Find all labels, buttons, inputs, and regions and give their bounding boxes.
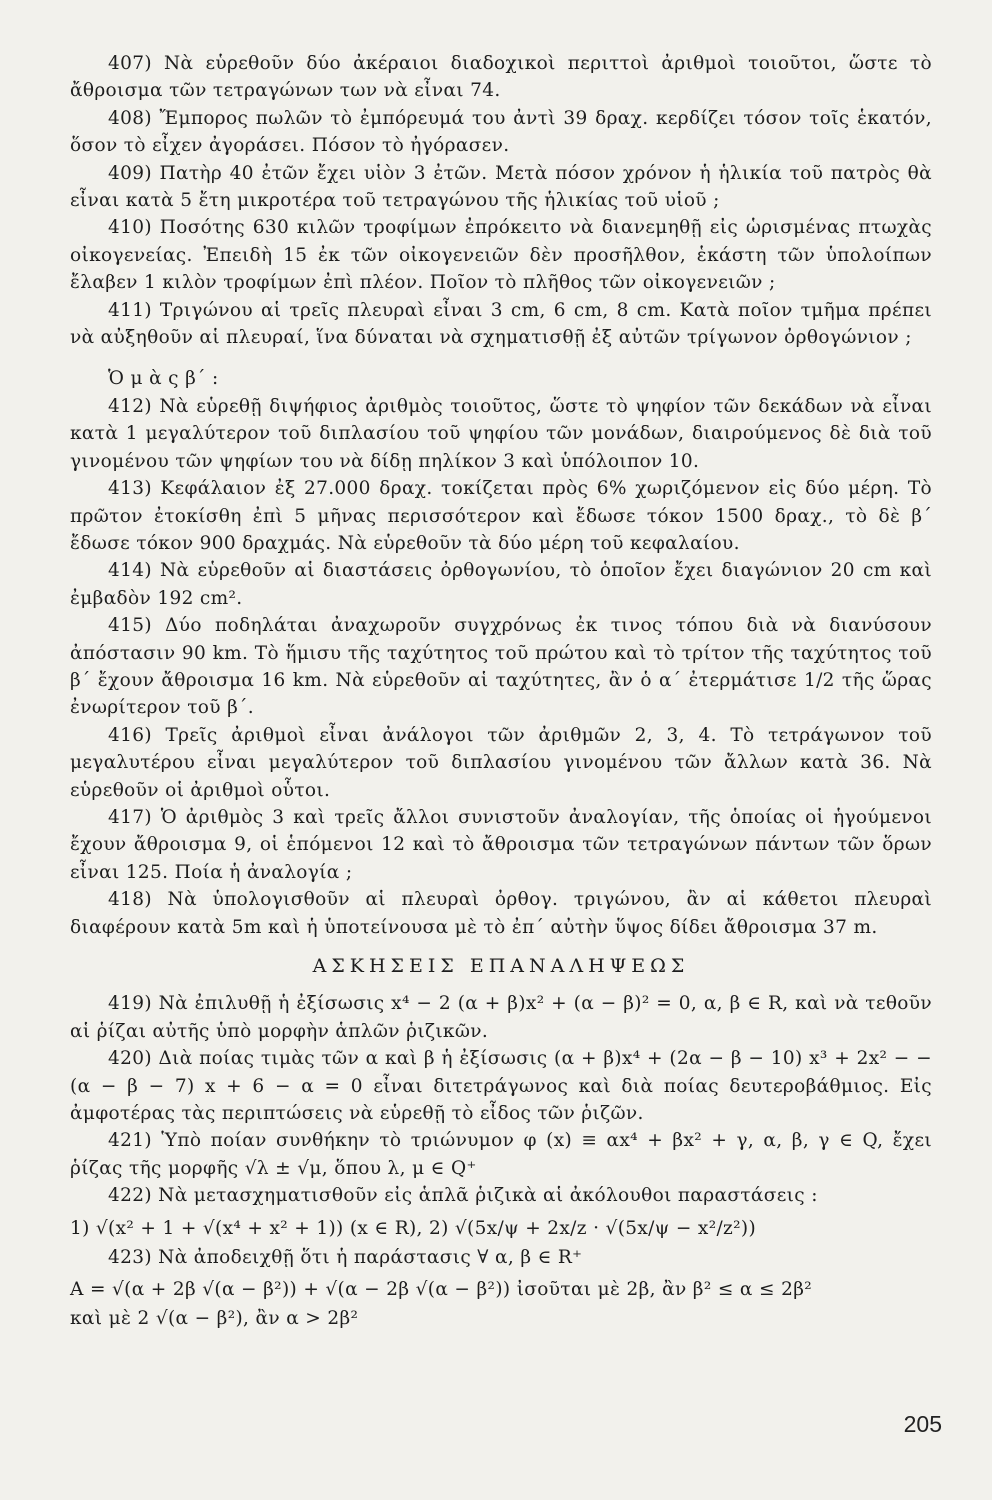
problem-411: 411) Τριγώνου αἱ τρεῖς πλευραὶ εἶναι 3 cm, 6 cm, 8 cm. Κατὰ ποῖον τμῆμα πρέπει νὰ αὐξηθοῦν αἱ πλευραί, ἵνα δύναται νὰ σχηματισθῇ ἐξ αὐτῶν τρίγωνον ὀρθογώνιον ;: [70, 299, 932, 349]
problem-417: 417) Ὁ ἀριθμὸς 3 καὶ τρεῖς ἄλλοι συνιστοῦν ἀναλογίαν, τῆς ὁποίας οἱ ἡγούμενοι ἔχουν ἄθροισμα 9, οἱ ἑπόμενοι 12 καὶ τὸ ἄθροισμα τῶν τετραγώνων πάντων τῶν ὅρων εἶναι 125. Ποία ἡ ἀναλογία ;: [70, 806, 932, 883]
problem-409: 409) Πατὴρ 40 ἐτῶν ἔχει υἱὸν 3 ἐτῶν. Μετὰ πόσον χρόνον ἡ ἡλικία τοῦ πατρὸς θὰ εἶναι κατὰ 5 ἔτη μικροτέρα τοῦ τετραγώνου τῆς ἡλικίας τοῦ υἱοῦ ;: [70, 162, 932, 212]
problem-410: 410) Ποσότης 630 κιλῶν τροφίμων ἐπρόκειτο νὰ διανεμηθῇ εἰς ὡρισμένας πτωχὰς οἰκογενείας. Ἐπειδὴ 15 ἐκ τῶν οἰκογενειῶν δὲν προσῆλθον, ἑκάστη τῶν ὑπολοίπων ἔλαβεν 1 κιλὸν τροφίμων ἐπὶ πλέον. Ποῖον τὸ πλῆθος τῶν οἰκογενειῶν ;: [70, 217, 932, 294]
problem-423-formula: A = √(α + 2β √(α − β²)) + √(α − 2β √(α − β²)) ἰσοῦται μὲ 2β, ἂν β² ≤ α ≤ 2β²: [70, 1279, 813, 1301]
problem-423-intro: 423) Νὰ ἀποδειχθῇ ὅτι ἡ παράστασις ∀ α, β ∈ R⁺: [108, 1246, 583, 1268]
page-number: 205: [903, 1411, 942, 1437]
group-heading: Ὁ μ ὰ ς β΄ :: [108, 368, 219, 390]
problem-418: 418) Νὰ ὑπολογισθοῦν αἱ πλευραὶ ὀρθογ. τριγώνου, ἂν αἱ κάθετοι πλευραὶ διαφέρουν κατὰ 5m καὶ ἡ ὑποτείνουσα μὲ τὸ ἐπ΄ αὐτὴν ὕψος δίδει ἄθροισμα 37 m.: [70, 889, 932, 938]
problem-407: 407) Νὰ εὑρεθοῦν δύο ἀκέραιοι διαδοχικοὶ περιττοὶ ἀριθμοὶ τοιοῦτοι, ὥστε τὸ ἄθροισμα τῶν τετραγώνων των νὰ εἶναι 74.: [70, 53, 932, 102]
problem-414: 414) Νὰ εὑρεθοῦν αἱ διαστάσεις ὀρθογωνίου, τὸ ὁποῖον ἔχει διαγώνιον 20 cm καὶ ἐμβαδὸν 192 cm².: [70, 560, 932, 609]
problem-408: 408) Ἔμπορος πωλῶν τὸ ἐμπόρευμά του ἀντὶ 39 δραχ. κερδίζει τόσον τοῖς ἑκατόν, ὅσον τὸ εἶχεν ἀγοράσει. Πόσον τὸ ἠγόρασεν.: [70, 107, 932, 157]
problem-420: 420) Διὰ ποίας τιμὰς τῶν α καὶ β ἡ ἐξίσωσις (α + β)x⁴ + (2α − β − 10) x³ + 2x² − −(α − β − 7) x + 6 − α = 0 εἶναι διτετράγωνος καὶ διὰ ποίας δευτεροβάθμιος. Εἰς ἀμφοτέρας τὰς περιπτώσεις νὰ εὑρεθῇ τὸ εἶδος τῶν ῥιζῶν.: [70, 1048, 932, 1125]
formula-422: 1) √(x² + 1 + √(x⁴ + x² + 1)) (x ∈ R), 2) √(5x/ψ + 2x/z · √(5x/ψ − x²/z²)): [70, 1217, 757, 1239]
page-content: [70, 50, 932, 1332]
problem-419: 419) Νὰ ἐπιλυθῇ ἡ ἐξίσωσις x⁴ − 2 (α + β)x² + (α − β)² = 0, α, β ∈ R, καὶ νὰ τεθοῦν αἱ ῥίζαι αὐτῆς ὑπὸ μορφὴν ἁπλῶν ῥιζικῶν.: [70, 993, 932, 1042]
problem-415: 415) Δύο ποδηλάται ἀναχωροῦν συγχρόνως ἐκ τινος τόπου διὰ νὰ διανύσουν ἀπόστασιν 90 km. Τὸ ἥμισυ τῆς ταχύτητος τοῦ πρώτου καὶ τὸ τρίτον τῆς ταχύτητος τοῦ β΄ ἔχουν ἄθροισμα 16 km. Νὰ εὑρεθοῦν αἱ ταχύτητες, ἂν ὁ α΄ ἐτερμάτισε 1/2 τῆς ὥρας ἐνωρίτερον τοῦ β΄.: [70, 615, 932, 719]
problem-423-tail: καὶ μὲ 2 √(α − β²), ἂν α > 2β²: [70, 1308, 359, 1330]
problem-413: 413) Κεφάλαιον ἐξ 27.000 δραχ. τοκίζεται πρὸς 6% χωριζόμενον εἰς δύο μέρη. Τὸ πρῶτον ἐτοκίσθη ἐπὶ 5 μῆνας περισσότερον καὶ ἔδωσε τόκον 1500 δραχ., τὸ δὲ β΄ ἔδωσε τόκον 900 δραχμάς. Νὰ εὑρεθοῦν τὰ δύο μέρη τοῦ κεφαλαίου.: [70, 478, 932, 554]
problem-412: 412) Νὰ εὑρεθῇ διψήφιος ἀριθμὸς τοιοῦτος, ὥστε τὸ ψηφίον τῶν δεκάδων νὰ εἶναι κατὰ 1 μεγαλύτερον τοῦ διπλασίου τοῦ ψηφίου τῶν μονάδων, διαιρούμενος δὲ διὰ τοῦ γινομένου τῶν ψηφίων του νὰ δίδῃ πηλίκον 3 καὶ ὑπόλοιπον 10.: [70, 395, 932, 472]
problem-422: 422) Νὰ μετασχηματισθοῦν εἰς ἁπλᾶ ῥιζικὰ αἱ ἀκόλουθοι παραστάσεις :: [108, 1185, 818, 1207]
problem-416: 416) Τρεῖς ἀριθμοὶ εἶναι ἀνάλογοι τῶν ἀριθμῶν 2, 3, 4. Τὸ τετράγωνον τοῦ μεγαλυτέρου εἶναι μεγαλύτερον τοῦ διπλασίου γινομένου τῶν ἄλλων κατὰ 36. Νὰ εὑρεθοῦν οἱ ἀριθμοὶ οὗτοι.: [70, 724, 932, 801]
section-title: ΑΣΚΗΣΕΙΣ ΕΠΑΝΑΛΗΨΕΩΣ: [312, 955, 690, 977]
problem-421: 421) Ὑπὸ ποίαν συνθήκην τὸ τριώνυμον φ (x) ≡ αx⁴ + βx² + γ, α, β, γ ∈ Q, ἔχει ῥίζας τῆς μορφῆς √λ ± √μ, ὅπου λ, μ ∈ Q⁺: [70, 1130, 932, 1179]
